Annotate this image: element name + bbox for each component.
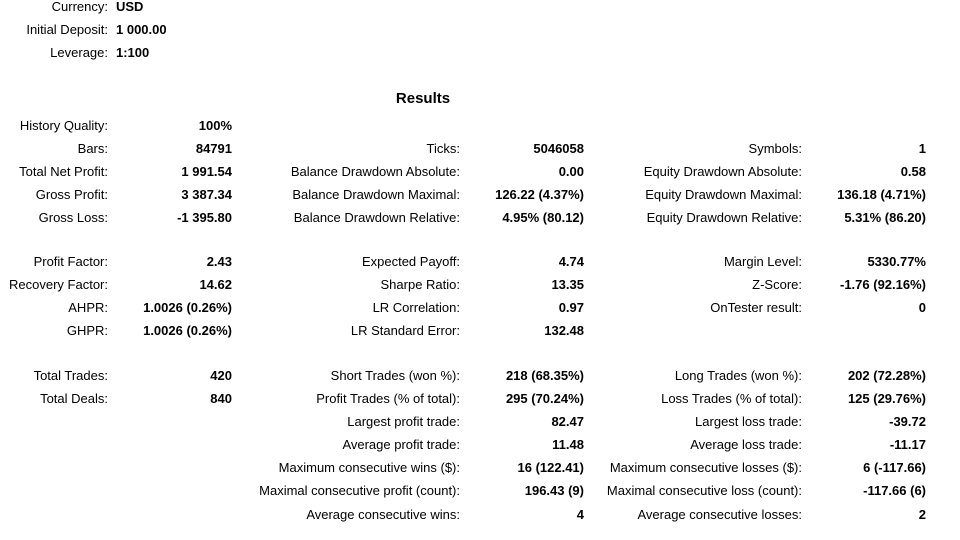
stat-label: Equity Drawdown Relative: — [646, 210, 802, 225]
stats-row — [0, 390, 960, 408]
stat-value: 2 — [918, 507, 926, 522]
stat-label: AHPR: — [68, 300, 108, 315]
stat-label: Ticks: — [426, 141, 460, 156]
stat-value: 1 991.54 — [181, 164, 232, 179]
stat-value: -39.72 — [889, 414, 926, 429]
stat-value: 13.35 — [551, 277, 584, 292]
stat-value: 1 — [918, 141, 926, 156]
stat-value: 14.62 — [199, 277, 232, 292]
results-title: Results — [395, 90, 451, 107]
stats-row — [0, 506, 960, 524]
stat-label: Symbols: — [748, 141, 802, 156]
stat-value: 100% — [198, 118, 232, 133]
stat-value: -1 395.80 — [177, 210, 232, 225]
stat-value: 202 (72.28%) — [847, 368, 926, 383]
stats-row — [0, 253, 960, 271]
stat-label: Average consecutive wins: — [306, 507, 460, 522]
stats-row — [0, 367, 960, 385]
stat-label: Average loss trade: — [690, 437, 802, 452]
stat-label: Largest loss trade: — [695, 414, 802, 429]
stat-label: Loss Trades (% of total): — [661, 391, 802, 406]
stat-value: 4 — [576, 507, 584, 522]
stats-row — [0, 299, 960, 317]
stat-label: Equity Drawdown Absolute: — [643, 164, 802, 179]
stat-label: Maximum consecutive wins ($): — [278, 460, 460, 475]
stat-value: 3 387.34 — [181, 187, 232, 202]
stats-row — [0, 186, 960, 204]
stats-row — [0, 436, 960, 454]
stat-value: 132.48 — [544, 323, 584, 338]
stat-label: Average consecutive losses: — [637, 507, 802, 522]
stat-value: 196.43 (9) — [524, 483, 584, 498]
stat-label: Balance Drawdown Maximal: — [292, 187, 460, 202]
stat-value: 4.74 — [558, 254, 584, 269]
stat-label: GHPR: — [66, 323, 108, 338]
stat-value: 126.22 (4.37%) — [495, 187, 584, 202]
stat-value: 84791 — [195, 141, 232, 156]
leverage-value: 1:100 — [116, 45, 150, 60]
stat-value: 136.18 (4.71%) — [837, 187, 926, 202]
stat-label: Expected Payoff: — [361, 254, 460, 269]
stats-row — [0, 276, 960, 294]
stat-label: Gross Profit: — [35, 187, 108, 202]
stat-label: Average profit trade: — [342, 437, 460, 452]
stat-label: OnTester result: — [710, 300, 802, 315]
stat-value: 218 (68.35%) — [505, 368, 584, 383]
stat-label: Margin Level: — [723, 254, 802, 269]
stat-value: 2.43 — [206, 254, 232, 269]
stat-value: 295 (70.24%) — [505, 391, 584, 406]
stat-value: 11.48 — [552, 437, 584, 452]
stat-label: LR Standard Error: — [350, 323, 460, 338]
stat-value: 0.97 — [558, 300, 584, 315]
stat-value: 1.0026 (0.26%) — [143, 323, 232, 338]
stat-value: -117.66 (6) — [863, 483, 926, 498]
stat-label: Total Deals: — [40, 391, 108, 406]
stat-value: 420 — [210, 368, 232, 383]
stat-label: Balance Drawdown Relative: — [293, 210, 460, 225]
stat-label: Maximal consecutive profit (count): — [259, 483, 460, 498]
stat-value: 125 (29.76%) — [847, 391, 926, 406]
stat-label: Long Trades (won %): — [674, 368, 802, 383]
stat-value: 0 — [918, 300, 926, 315]
stat-value: 1.0026 (0.26%) — [143, 300, 232, 315]
stat-value: 5046058 — [533, 141, 584, 156]
stat-label: Maximum consecutive losses ($): — [609, 460, 802, 475]
stat-label: Gross Loss: — [38, 210, 108, 225]
stat-label: Maximal consecutive loss (count): — [606, 483, 802, 498]
stats-row — [0, 413, 960, 431]
stats-row — [0, 209, 960, 227]
stats-row — [0, 482, 960, 500]
initial-deposit-value: 1 000.00 — [116, 22, 167, 37]
stat-value: 5.31% (86.20) — [844, 210, 926, 225]
stat-value: 4.95% (80.12) — [502, 210, 584, 225]
stats-row — [0, 322, 960, 340]
stat-value: 6 (-117.66) — [863, 460, 926, 475]
stat-label: LR Correlation: — [372, 300, 460, 315]
stat-label: Largest profit trade: — [347, 414, 460, 429]
stat-label: Balance Drawdown Absolute: — [290, 164, 460, 179]
stat-value: 5330.77% — [867, 254, 926, 269]
stat-label: Z-Score: — [752, 277, 802, 292]
stat-label: History Quality: — [19, 118, 108, 133]
initial-deposit-label: Initial Deposit: — [26, 22, 108, 37]
stats-row — [0, 117, 960, 135]
stat-label: Sharpe Ratio: — [380, 277, 460, 292]
stat-label: Equity Drawdown Maximal: — [645, 187, 802, 202]
currency-value: USD — [116, 0, 144, 14]
stat-label: Profit Factor: — [33, 254, 108, 269]
currency-label: Currency: — [51, 0, 108, 14]
stats-row — [0, 140, 960, 158]
stat-value: 82.47 — [551, 414, 584, 429]
stats-row — [0, 459, 960, 477]
stat-value: 0.00 — [558, 164, 584, 179]
stat-label: Total Trades: — [33, 368, 108, 383]
stat-value: 0.58 — [900, 164, 926, 179]
stat-value: 16 (122.41) — [517, 460, 584, 475]
stat-label: Recovery Factor: — [9, 277, 108, 292]
stat-value: -1.76 (92.16%) — [840, 277, 926, 292]
stat-label: Bars: — [77, 141, 108, 156]
stats-row — [0, 163, 960, 181]
stat-label: Total Net Profit: — [19, 164, 108, 179]
leverage-label: Leverage: — [50, 45, 108, 60]
stat-label: Profit Trades (% of total): — [316, 391, 460, 406]
stat-label: Short Trades (won %): — [330, 368, 460, 383]
stat-value: 840 — [210, 391, 232, 406]
stat-value: -11.17 — [889, 437, 926, 452]
